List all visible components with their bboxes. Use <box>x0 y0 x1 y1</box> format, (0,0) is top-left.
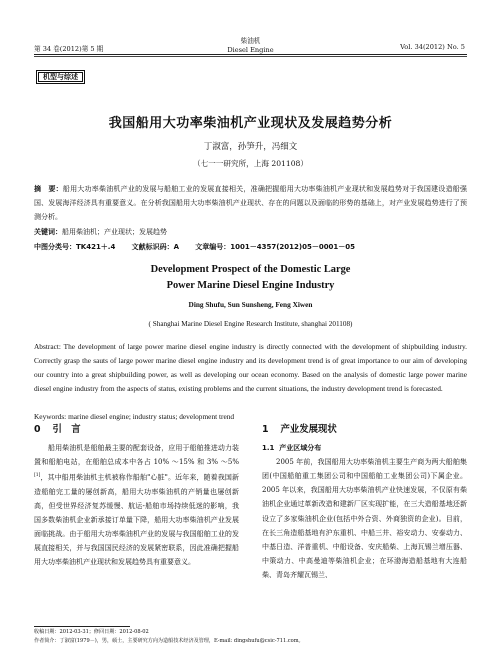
section-heading-intro <box>34 423 239 437</box>
classification-line <box>34 240 467 254</box>
document-code: 文献标识码：A <box>131 243 179 251</box>
paper-title-en-line2: Power Marine Diesel Engine Industry <box>166 279 335 291</box>
affiliation-en: ( Shanghai Marine Diesel Engine Research Institute, shanghai 201108) <box>148 320 353 328</box>
abstract-cn-label: 摘 要： <box>34 185 63 193</box>
affiliation-cn: （七一一研究所，上海 201108） <box>193 159 308 168</box>
footnote-rule <box>34 626 130 627</box>
abstract-en-label: Abstract: <box>34 342 61 351</box>
header-rule-thin <box>34 56 467 57</box>
section-title: 产业发展现状 <box>280 424 337 435</box>
paper-title-cn: 我国船用大功率柴油机产业现状及发展趋势分析 <box>108 116 393 131</box>
keywords-cn <box>34 225 467 239</box>
journal-name-cn: 柴油机 <box>240 37 261 45</box>
paper-title-en-line1: Development Prospect of the Domestic Large <box>150 264 351 275</box>
subsection-heading <box>262 441 467 455</box>
citation-ref: [1] <box>34 473 41 479</box>
authors-cn: 丁淑富，孙笋升，冯细文 <box>203 142 298 152</box>
column-left <box>34 417 239 569</box>
keywords-en-text: marine diesel engine; industry status; development trend <box>66 412 235 421</box>
authors-en: Ding Shufu, Sun Sunsheng, Feng Xiwen <box>188 300 313 309</box>
clc-number: 中图分类号：TK421＋.4 <box>34 243 116 251</box>
footnote-author: 作者简介：丁淑富(1979－)，男，硕士，主要研究方向为造船技术经济及管理，E-mail: dingshufu@csic-711.com。 <box>34 637 304 644</box>
abstract-en <box>34 340 467 396</box>
keywords-cn-text: 船用柴油机；产业现状；发展趋势 <box>62 228 167 236</box>
column-right <box>262 417 467 582</box>
keywords-en-label: Keywords: <box>34 412 67 421</box>
abstract-cn-text: 船用大功率柴油机产业的发展与船舶工业的发展直接相关，准确把握船用大功率柴油机产业现状和发展趋势对于我国建设造船强国、发展海洋经济具有重要意义。在分析我国船用大功率柴油机产业现状、存在的问题以及面临的形势的基础上，对产业发展趋势进行了预测分析。 <box>34 185 468 222</box>
running-header-issue: 第 34 卷(2012)第 5 期 <box>34 45 104 53</box>
paper-title-en <box>0 262 501 293</box>
status-paragraph: 2005 年前，我国船用大功率柴油机主要生产商为两大船舶集团(中国船舶重工集团公司和中国船舶工业集团公司)下属企业。2005 年以来，我国船用大功率柴油机产业快速发展，不仅原有柴油机企业通过革新改造和建新厂区实现扩能，在三大造船基地还新设立了多家柴油机企业(包括中外合资、外商独资的企业)。目前，在长三角造船基地有沪东重机、中船三井、裕安动力、安泰动力、中基日造、洋普重机、中船设备、安庆船柴、上海瓦锡兰增压器、中策动力、中高曼迪等柴油机企业；在环渤海造船基地有大连船柴、青岛齐耀瓦锡兰、 <box>262 458 467 579</box>
section-label: 机型与综述 <box>38 72 83 82</box>
footnote <box>34 628 467 645</box>
subsection-title: 产业区域分布 <box>279 444 322 453</box>
article-number: 文章编号：1001－4357(2012)05－0001－05 <box>195 243 356 251</box>
section-number: 0 <box>34 424 41 435</box>
section-number: 1 <box>262 424 269 435</box>
intro-paragraph <box>34 441 239 569</box>
abstract-en-text: The development of large power marine diesel engine industry is directly connected with the development of shipbuilding industry. Correctly grasp the sauts of large power marine diesel engine industry and its development trend is of great importance to our aim of developing our country into a great shipbuilding power, as well as developing our ocean economy. Based on the analysis of domestic large power marine diesel engine industry from the aspects of status, existing problems and the current situations, the industry development trend is forecasted. <box>34 342 467 394</box>
header-rule <box>34 54 467 55</box>
abstract-cn <box>34 182 467 225</box>
intro-text-b: ，其中船用柴油机主机被称作船舶"心脏"。近年来，随着我国新造船舶完工量的屡创新高，船用大功率柴油机的产销量也屡创新高，但受世界经济复苏缓慢、航运-船舶市场持续低迷的影响，我国多数柴油机企业新承接订单量下降，船用大功率柴油机产业发展面临挑战。由于船用大功率柴油机产业的发展与我国船舶工业的发展直接相关，并与我国国民经济的发展紧密联系，因此准确把握船用大功率柴油机产业现状和发展趋势具有重要意义。 <box>34 473 239 567</box>
keywords-cn-label: 关键词： <box>34 228 62 236</box>
intro-text-a: 船用柴油机是船舶最主要的配套设备，应用于船舶推进动力装置和船舶电站，在船舶总成本中各占 10% ～15% 和 3% ～5% <box>34 444 239 467</box>
subsection-number: 1.1 <box>262 444 275 453</box>
section-title: 引 言 <box>52 424 81 435</box>
section-heading-status <box>262 423 467 437</box>
footnote-received: 收稿日期：2012-03-31；修回日期：2012-08-02 <box>34 629 149 635</box>
running-header-volume: Vol. 34(2012) No. 5 <box>400 43 465 51</box>
journal-name-en: Diesel Engine <box>227 45 274 54</box>
